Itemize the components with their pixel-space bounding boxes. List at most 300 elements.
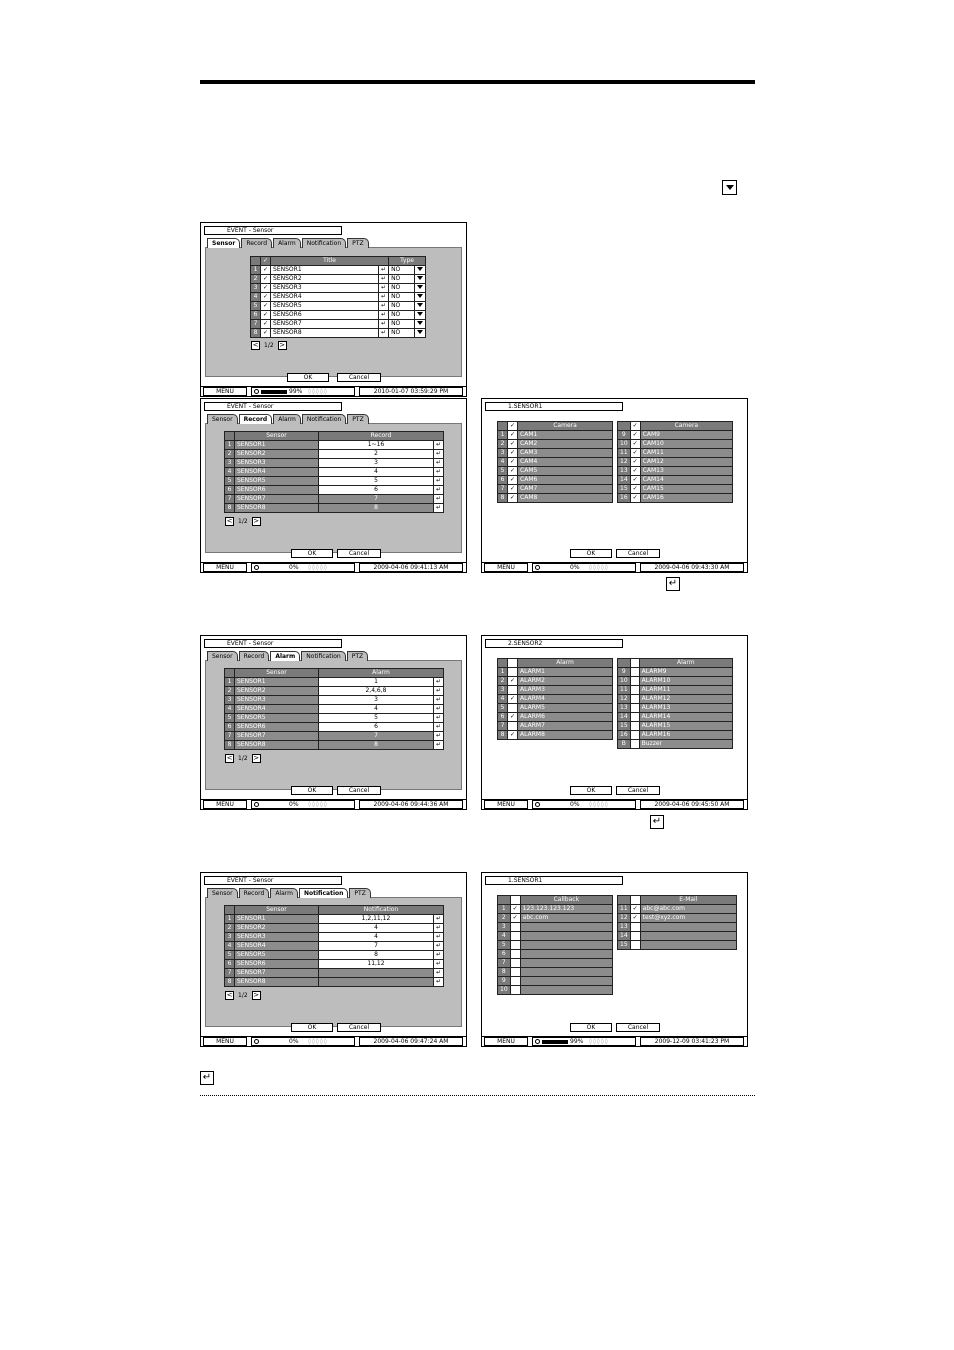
sensor-title-input[interactable]: SENSOR1 <box>271 266 379 275</box>
table-row <box>225 696 444 705</box>
chevron-down-icon[interactable] <box>415 302 426 311</box>
enter-icon[interactable]: ↵ <box>433 504 443 513</box>
list-item <box>618 740 733 749</box>
item-checkbox[interactable] <box>510 986 520 995</box>
enter-icon[interactable]: ↵ <box>433 960 443 969</box>
item-checkbox[interactable] <box>508 704 518 713</box>
chevron-down-icon <box>417 276 423 280</box>
sensor-title-input[interactable]: SENSOR6 <box>271 311 379 320</box>
item-checkbox[interactable]: ✓ <box>508 731 518 740</box>
item-checkbox[interactable] <box>630 677 639 686</box>
menu-button[interactable]: MENU <box>203 387 247 396</box>
type-select[interactable]: NO <box>389 329 415 338</box>
enter-icon[interactable]: ↵ <box>433 723 443 732</box>
header-select-all-checkbox[interactable] <box>510 896 520 905</box>
ok-button[interactable]: OK <box>570 786 612 795</box>
enter-icon[interactable]: ↵ <box>433 678 443 687</box>
event-value-field[interactable]: 3 <box>319 696 434 705</box>
enter-icon[interactable]: ↵ <box>379 293 389 302</box>
notification-tab-window <box>200 872 467 1047</box>
header-select-all-checkbox[interactable]: ✓ <box>261 257 271 266</box>
row-number: 4 <box>225 468 235 477</box>
sensor-title-input[interactable]: SENSOR4 <box>271 293 379 302</box>
hdd-icon <box>254 565 259 570</box>
sensor-name: SENSOR2 <box>235 450 319 459</box>
header-select-all-checkbox[interactable]: ✓ <box>508 422 518 431</box>
item-label <box>520 941 612 950</box>
row-number: 5 <box>225 714 235 723</box>
enter-icon[interactable]: ↵ <box>379 311 389 320</box>
item-checkbox[interactable] <box>510 923 520 932</box>
sensor-name: SENSOR4 <box>235 942 319 951</box>
enter-icon[interactable]: ↵ <box>379 320 389 329</box>
type-select[interactable]: NO <box>389 266 415 275</box>
hdd-usage <box>532 563 636 572</box>
cancel-button[interactable]: Cancel <box>337 373 381 382</box>
menu-button[interactable]: MENU <box>203 563 247 572</box>
chevron-down-icon[interactable] <box>415 311 426 320</box>
tab-ptz[interactable]: PTZ <box>347 414 368 424</box>
cancel-button[interactable]: Cancel <box>616 786 660 795</box>
item-checkbox[interactable] <box>630 704 639 713</box>
item-number: 12 <box>618 695 631 704</box>
item-checkbox[interactable]: ✓ <box>508 449 518 458</box>
enter-icon[interactable]: ↵ <box>433 915 443 924</box>
enter-icon[interactable]: ↵ <box>433 732 443 741</box>
row-checkbox[interactable]: ✓ <box>261 293 271 302</box>
item-checkbox[interactable]: ✓ <box>508 485 518 494</box>
item-checkbox[interactable] <box>630 740 639 749</box>
event-value-field[interactable]: 4 <box>319 468 434 477</box>
sensor-name: SENSOR6 <box>235 486 319 495</box>
tab-ptz[interactable]: PTZ <box>347 651 368 661</box>
header-value: Alarm <box>319 669 444 678</box>
item-checkbox[interactable] <box>630 668 639 677</box>
status-indicator-icons: ◊◊◊◊◊ <box>589 801 609 808</box>
ok-button[interactable]: OK <box>291 549 333 558</box>
enter-icon[interactable]: ↵ <box>433 924 443 933</box>
item-number: 14 <box>618 476 631 485</box>
tab-ptz[interactable]: PTZ <box>349 888 370 898</box>
enter-icon[interactable]: ↵ <box>433 468 443 477</box>
list-item <box>498 467 613 476</box>
item-number: 13 <box>618 923 631 932</box>
item-number: 16 <box>618 494 631 503</box>
enter-icon[interactable]: ↵ <box>433 942 443 951</box>
row-checkbox[interactable]: ✓ <box>261 311 271 320</box>
item-number: 13 <box>618 467 631 476</box>
chevron-down-icon[interactable] <box>415 266 426 275</box>
table-row <box>251 293 426 302</box>
tab-alarm[interactable]: Alarm <box>273 238 301 248</box>
enter-icon[interactable]: ↵ <box>379 275 389 284</box>
sensor-title-input[interactable]: SENSOR7 <box>271 320 379 329</box>
event-value-field[interactable]: 11,12 <box>319 960 434 969</box>
item-number: 9 <box>498 977 511 986</box>
alarm-select-window <box>481 635 748 810</box>
sensor-title-input[interactable]: SENSOR2 <box>271 275 379 284</box>
item-label: CAM2 <box>518 440 613 449</box>
list-item <box>618 722 733 731</box>
enter-icon[interactable]: ↵ <box>433 951 443 960</box>
event-value-field[interactable] <box>319 978 434 987</box>
type-select[interactable]: NO <box>389 284 415 293</box>
event-value-field[interactable]: 5 <box>319 714 434 723</box>
enter-icon[interactable]: ↵ <box>433 969 443 978</box>
right-list <box>617 421 733 503</box>
list-item <box>618 467 733 476</box>
item-checkbox[interactable]: ✓ <box>508 494 518 503</box>
list-item <box>618 677 733 686</box>
tab-record[interactable]: Record <box>239 651 270 661</box>
tab-notification[interactable]: Notification <box>302 414 346 424</box>
event-value-field[interactable]: 8 <box>319 951 434 960</box>
tab-bar <box>207 888 372 899</box>
table-row <box>225 477 444 486</box>
sensor-name: SENSOR2 <box>235 687 319 696</box>
ok-button[interactable]: OK <box>291 1023 333 1032</box>
item-number: 12 <box>618 458 631 467</box>
top-rule <box>200 80 755 84</box>
cancel-button[interactable]: Cancel <box>337 549 381 558</box>
item-number: 10 <box>618 677 631 686</box>
enter-icon[interactable]: ↵ <box>433 696 443 705</box>
item-checkbox[interactable] <box>508 722 518 731</box>
item-checkbox[interactable]: ✓ <box>508 677 518 686</box>
item-label: ALARM5 <box>518 704 613 713</box>
type-select[interactable]: NO <box>389 302 415 311</box>
event-value-field[interactable]: 8 <box>319 741 434 750</box>
item-checkbox[interactable]: ✓ <box>630 914 640 923</box>
sensor-name: SENSOR3 <box>235 933 319 942</box>
table-row <box>225 495 444 504</box>
item-label: 123.123.123.123 <box>520 905 612 914</box>
enter-icon[interactable]: ↵ <box>379 266 389 275</box>
item-checkbox[interactable] <box>630 923 640 932</box>
enter-icon[interactable]: ↵ <box>433 477 443 486</box>
item-checkbox[interactable] <box>630 941 640 950</box>
left-list <box>497 421 613 503</box>
next-page-button[interactable]: > <box>253 754 260 762</box>
tab-notification[interactable]: Notification <box>299 888 348 898</box>
tab-record[interactable]: Record <box>241 238 272 248</box>
item-checkbox[interactable] <box>630 722 639 731</box>
tab-sensor[interactable]: Sensor <box>207 888 238 898</box>
chevron-down-icon[interactable] <box>415 275 426 284</box>
list-item <box>498 440 613 449</box>
event-value-field[interactable] <box>319 969 434 978</box>
sensor-name: SENSOR5 <box>235 477 319 486</box>
item-label: CAM15 <box>640 485 732 494</box>
item-label: abc.com <box>520 914 612 923</box>
cancel-button[interactable]: Cancel <box>616 549 660 558</box>
chevron-down-icon <box>417 285 423 289</box>
table-row <box>251 320 426 329</box>
list-item <box>618 923 737 932</box>
event-value-field[interactable]: 7 <box>319 495 434 504</box>
item-number: 2 <box>498 440 508 449</box>
clock: 2009-12-09 03:41:23 PM <box>640 1037 744 1046</box>
item-label: CAM4 <box>518 458 613 467</box>
sensor-tab-window <box>200 222 467 397</box>
item-number: 3 <box>498 449 508 458</box>
item-checkbox[interactable] <box>510 941 520 950</box>
enter-icon[interactable]: ↵ <box>433 459 443 468</box>
item-checkbox[interactable]: ✓ <box>508 458 518 467</box>
item-checkbox[interactable]: ✓ <box>508 476 518 485</box>
tab-sensor[interactable]: Sensor <box>207 238 240 248</box>
list-item <box>498 677 613 686</box>
table-row <box>225 714 444 723</box>
table-row <box>225 960 444 969</box>
item-checkbox[interactable]: ✓ <box>510 905 520 914</box>
row-checkbox[interactable]: ✓ <box>261 275 271 284</box>
item-checkbox[interactable] <box>508 668 518 677</box>
item-checkbox[interactable] <box>630 695 639 704</box>
item-checkbox[interactable] <box>510 950 520 959</box>
item-label: ALARM9 <box>639 668 732 677</box>
window-title: EVENT - Sensor <box>204 226 342 235</box>
chevron-down-icon[interactable] <box>415 329 426 338</box>
sensor-title-input[interactable]: SENSOR5 <box>271 302 379 311</box>
chevron-down-icon[interactable] <box>415 293 426 302</box>
item-label: CAM1 <box>518 431 613 440</box>
ok-button[interactable]: OK <box>570 549 612 558</box>
chevron-down-icon[interactable] <box>415 320 426 329</box>
sensor-name: SENSOR1 <box>235 678 319 687</box>
prev-page-button[interactable]: < <box>226 517 233 525</box>
header-sensor: Sensor <box>235 906 319 915</box>
status-bar <box>201 799 466 809</box>
list-item <box>498 959 613 968</box>
sensor-title-input[interactable]: SENSOR8 <box>271 329 379 338</box>
item-checkbox[interactable]: ✓ <box>630 494 640 503</box>
item-checkbox[interactable] <box>510 959 520 968</box>
item-checkbox[interactable] <box>510 968 520 977</box>
table-row <box>225 942 444 951</box>
item-label: CAM9 <box>640 431 732 440</box>
table-row <box>225 450 444 459</box>
table-row <box>225 915 444 924</box>
menu-button[interactable]: MENU <box>203 1037 247 1046</box>
event-value-field[interactable]: 4 <box>319 705 434 714</box>
item-checkbox[interactable]: ✓ <box>630 449 640 458</box>
callback-email-window <box>481 872 748 1047</box>
header-number <box>498 896 511 905</box>
next-page-button[interactable]: > <box>279 341 286 349</box>
enter-icon[interactable]: ↵ <box>433 705 443 714</box>
item-number: 4 <box>498 458 508 467</box>
item-checkbox[interactable] <box>508 686 518 695</box>
tab-bar <box>207 238 370 249</box>
item-number: 6 <box>498 476 508 485</box>
ok-button[interactable]: OK <box>287 373 329 382</box>
row-checkbox[interactable]: ✓ <box>261 329 271 338</box>
item-checkbox[interactable]: ✓ <box>508 440 518 449</box>
chevron-down-icon <box>417 312 423 316</box>
item-number: 8 <box>498 494 508 503</box>
row-number: 4 <box>225 942 235 951</box>
tab-bar <box>207 651 369 662</box>
event-value-field[interactable]: 2,4,6,8 <box>319 687 434 696</box>
enter-icon[interactable]: ↵ <box>433 486 443 495</box>
list-item <box>498 668 613 677</box>
item-checkbox[interactable]: ✓ <box>630 905 640 914</box>
menu-button[interactable]: MENU <box>484 1037 528 1046</box>
hdd-icon <box>535 802 540 807</box>
hdd-usage <box>532 1037 636 1046</box>
enter-icon[interactable]: ↵ <box>379 329 389 338</box>
row-checkbox[interactable]: ✓ <box>261 266 271 275</box>
enter-icon[interactable]: ↵ <box>379 284 389 293</box>
sensor-title-input[interactable]: SENSOR3 <box>271 284 379 293</box>
sensor-event-table <box>224 431 444 513</box>
cancel-button[interactable]: Cancel <box>616 1023 660 1032</box>
next-page-button[interactable]: > <box>253 991 260 999</box>
next-page-button[interactable]: > <box>253 517 260 525</box>
tab-notification[interactable]: Notification <box>301 651 345 661</box>
item-checkbox[interactable]: ✓ <box>630 440 640 449</box>
table-row <box>251 266 426 275</box>
cancel-button[interactable]: Cancel <box>337 1023 381 1032</box>
tab-sensor[interactable]: Sensor <box>207 651 238 661</box>
list-item <box>498 713 613 722</box>
window-title: EVENT - Sensor <box>204 402 342 411</box>
enter-icon[interactable]: ↵ <box>433 441 443 450</box>
row-checkbox[interactable]: ✓ <box>261 284 271 293</box>
tab-record[interactable]: Record <box>239 414 273 424</box>
header-number <box>498 659 508 668</box>
status-indicator-icons: ◊◊◊◊◊ <box>308 564 328 571</box>
type-select[interactable]: NO <box>389 275 415 284</box>
item-number: 2 <box>498 677 508 686</box>
hdd-percent: 99% <box>570 1038 584 1045</box>
header-select-all-checkbox[interactable] <box>630 659 639 668</box>
ok-button[interactable]: OK <box>291 786 333 795</box>
ok-button[interactable]: OK <box>570 1023 612 1032</box>
right-list <box>617 658 733 749</box>
item-checkbox[interactable]: ✓ <box>630 476 640 485</box>
tab-sensor[interactable]: Sensor <box>207 414 238 424</box>
event-value-field[interactable]: 7 <box>319 942 434 951</box>
prev-page-button[interactable]: < <box>252 341 259 349</box>
item-checkbox[interactable]: ✓ <box>630 458 640 467</box>
tab-ptz[interactable]: PTZ <box>347 238 368 248</box>
header-select-all-checkbox[interactable] <box>508 659 518 668</box>
table-row <box>225 741 444 750</box>
item-checkbox[interactable] <box>510 977 520 986</box>
event-value-field[interactable]: 1~16 <box>319 441 434 450</box>
row-checkbox[interactable]: ✓ <box>261 302 271 311</box>
menu-button[interactable]: MENU <box>203 800 247 809</box>
menu-button[interactable]: MENU <box>484 800 528 809</box>
item-label: ALARM16 <box>639 731 732 740</box>
item-label: ALARM14 <box>639 713 732 722</box>
item-checkbox[interactable]: ✓ <box>630 485 640 494</box>
item-checkbox[interactable]: ✓ <box>508 467 518 476</box>
enter-icon[interactable]: ↵ <box>379 302 389 311</box>
item-number: 5 <box>498 941 511 950</box>
enter-icon[interactable]: ↵ <box>433 687 443 696</box>
item-checkbox[interactable]: ✓ <box>630 467 640 476</box>
item-number: 7 <box>498 959 511 968</box>
list-item <box>618 731 733 740</box>
header-number <box>225 669 235 678</box>
list-item <box>498 932 613 941</box>
item-label: CAM16 <box>640 494 732 503</box>
item-checkbox[interactable] <box>630 686 639 695</box>
prev-page-button[interactable]: < <box>226 991 233 999</box>
row-number: 2 <box>225 450 235 459</box>
left-list <box>497 658 613 740</box>
event-value-field[interactable]: 3 <box>319 459 434 468</box>
enter-icon[interactable]: ↵ <box>433 495 443 504</box>
row-number: 1 <box>251 266 261 275</box>
item-checkbox[interactable]: ✓ <box>630 431 640 440</box>
tab-alarm[interactable]: Alarm <box>270 888 298 898</box>
tab-notification[interactable]: Notification <box>302 238 346 248</box>
enter-icon[interactable]: ↵ <box>433 933 443 942</box>
event-value-field[interactable]: 8 <box>319 504 434 513</box>
event-value-field[interactable]: 4 <box>319 933 434 942</box>
item-checkbox[interactable] <box>630 932 640 941</box>
sensor-name: SENSOR4 <box>235 468 319 477</box>
tab-alarm[interactable]: Alarm <box>273 414 301 424</box>
list-item <box>498 449 613 458</box>
row-number: 5 <box>225 951 235 960</box>
type-select[interactable]: NO <box>389 293 415 302</box>
event-value-field[interactable]: 1 <box>319 678 434 687</box>
tab-alarm[interactable]: Alarm <box>270 651 300 661</box>
item-label: test@xyz.com <box>640 914 736 923</box>
item-checkbox[interactable]: ✓ <box>508 713 518 722</box>
list-item <box>618 941 737 950</box>
event-value-field[interactable]: 6 <box>319 723 434 732</box>
tab-record[interactable]: Record <box>239 888 270 898</box>
list-item <box>498 941 613 950</box>
type-select[interactable]: NO <box>389 320 415 329</box>
event-value-field[interactable]: 1,2,11,12 <box>319 915 434 924</box>
menu-button[interactable]: MENU <box>484 563 528 572</box>
event-value-field[interactable]: 2 <box>319 450 434 459</box>
item-checkbox[interactable]: ✓ <box>508 695 518 704</box>
row-checkbox[interactable]: ✓ <box>261 320 271 329</box>
event-value-field[interactable]: 7 <box>319 732 434 741</box>
event-value-field[interactable]: 6 <box>319 486 434 495</box>
item-checkbox[interactable] <box>630 713 639 722</box>
item-checkbox[interactable] <box>630 731 639 740</box>
item-checkbox[interactable]: ✓ <box>510 914 520 923</box>
row-number: 8 <box>225 741 235 750</box>
event-value-field[interactable]: 5 <box>319 477 434 486</box>
enter-icon[interactable]: ↵ <box>433 450 443 459</box>
item-number: 14 <box>618 713 631 722</box>
enter-icon[interactable]: ↵ <box>433 978 443 987</box>
type-select[interactable]: NO <box>389 311 415 320</box>
header-select-all-checkbox[interactable]: ✓ <box>630 422 640 431</box>
event-value-field[interactable]: 4 <box>319 924 434 933</box>
enter-icon: ↵ <box>666 577 680 591</box>
cancel-button[interactable]: Cancel <box>337 786 381 795</box>
enter-icon[interactable]: ↵ <box>433 714 443 723</box>
chevron-down-icon[interactable] <box>415 284 426 293</box>
item-checkbox[interactable]: ✓ <box>508 431 518 440</box>
enter-icon[interactable]: ↵ <box>433 741 443 750</box>
item-label: CAM6 <box>518 476 613 485</box>
prev-page-button[interactable]: < <box>226 754 233 762</box>
item-checkbox[interactable] <box>510 932 520 941</box>
header-select-all-checkbox[interactable] <box>630 896 640 905</box>
